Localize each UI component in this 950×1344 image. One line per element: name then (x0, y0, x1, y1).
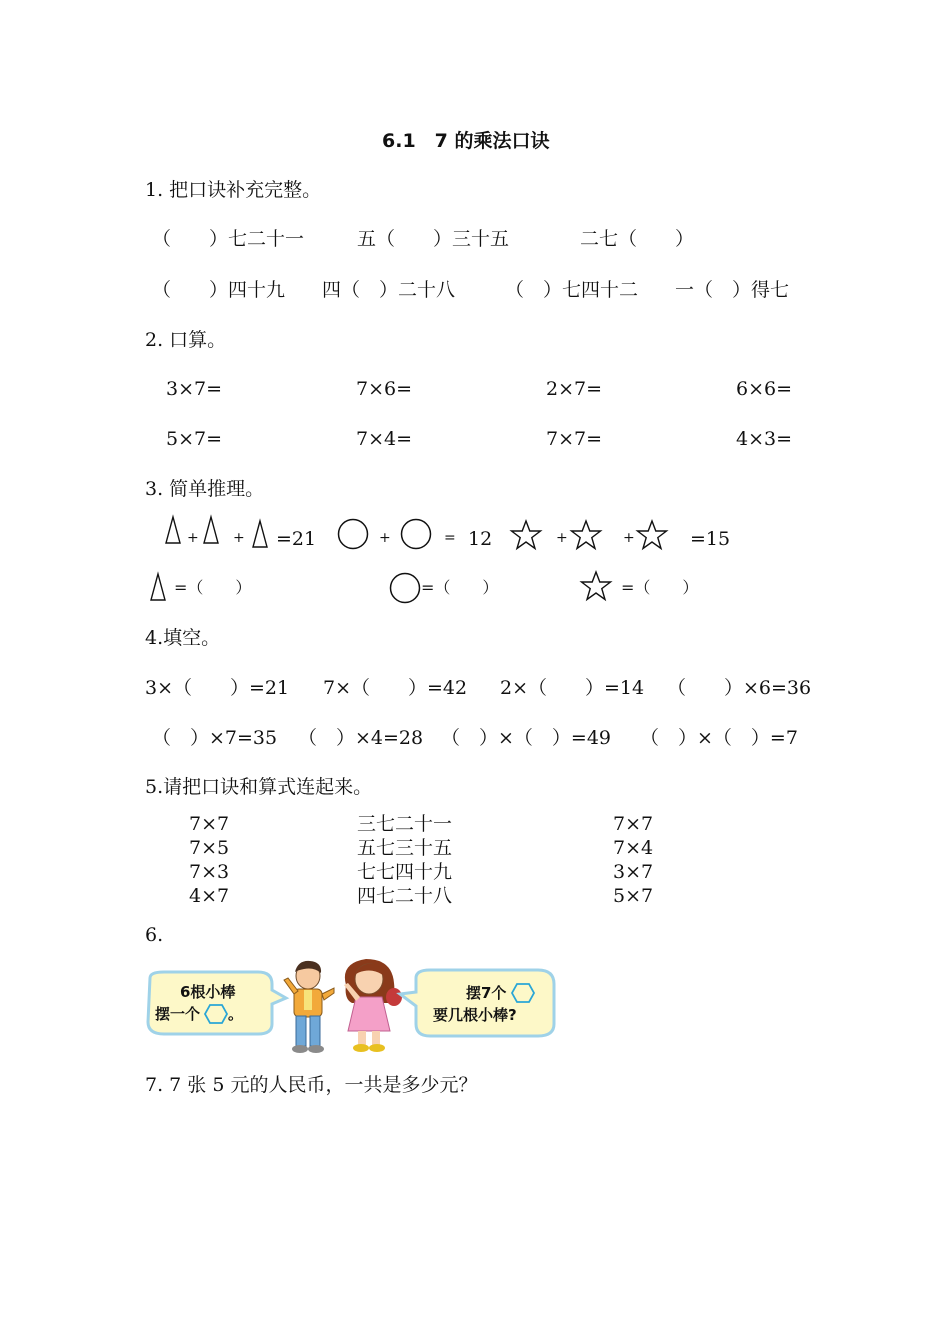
q4-item: （ ）×6=36 (667, 677, 812, 699)
bubble-left-tail: 。 (228, 1005, 244, 1023)
hexagon-icon (204, 1004, 228, 1024)
q4-item: （ ）×7=35 (152, 727, 278, 749)
q2-item: 4×3= (736, 428, 793, 450)
bubble-right-line1: 摆7个 (466, 984, 507, 1002)
plus-sign: + (379, 530, 391, 546)
page-title: 6.1 7 的乘法口诀 (382, 130, 550, 152)
q4-item: 3×（ ）=21 (145, 677, 290, 699)
q2-item: 2×7= (546, 378, 603, 400)
q2-item: 6×6= (736, 378, 793, 400)
q4-item: （ ）×4=28 (298, 727, 424, 749)
q3-eq1-result: =21 (276, 528, 317, 550)
q1-r2-item: 四（ ）二十八 (322, 279, 456, 301)
q3-eq2-result: 12 (468, 528, 493, 550)
q3-answer-star: =（ ） (621, 578, 699, 597)
speech-bubble-right (398, 968, 558, 1040)
q5-middle-item: 三七二十一 (357, 813, 453, 835)
q5-left-item: 7×7 (189, 813, 230, 835)
circle-icon (337, 518, 369, 550)
q4-item: （ ）×（ ）=49 (441, 727, 612, 749)
triangle-icon (165, 516, 181, 544)
q4-heading: 4.填空。 (145, 627, 221, 649)
q2-item: 7×6= (356, 378, 413, 400)
q3-heading: 3. 简单推理。 (145, 478, 265, 500)
hexagon-icon (511, 983, 535, 1003)
plus-sign: + (233, 530, 245, 546)
plus-sign: + (623, 530, 635, 546)
plus-sign: + (187, 530, 199, 546)
q3-eq3-result: =15 (690, 528, 731, 550)
q7-heading: 7. 7 张 5 元的人民币，一共是多少元？ (145, 1074, 478, 1096)
plus-sign: + (556, 530, 568, 546)
q4-item: （ ）×（ ）=7 (640, 727, 798, 749)
q1-r2-item: 一（ ）得七 (675, 279, 790, 301)
q1-r1-item: 五（ ）三十五 (357, 228, 510, 250)
q1-r1-item: 二七（ ） (580, 228, 695, 250)
girl-illustration (336, 955, 406, 1055)
q5-middle-item: 四七二十八 (357, 885, 453, 907)
q3-answer-circle: =（ ） (421, 578, 499, 597)
bubble-left-line1: 6根小棒 (180, 983, 236, 1001)
q5-right-item: 3×7 (613, 861, 654, 883)
circle-icon (389, 572, 421, 604)
q5-left-item: 4×7 (189, 885, 230, 907)
q5-left-item: 7×5 (189, 837, 230, 859)
q4-item: 7×（ ）=42 (323, 677, 468, 699)
triangle-icon (252, 520, 268, 548)
star-icon (510, 520, 542, 550)
q2-item: 7×4= (356, 428, 413, 450)
bubble-left-line2: 摆一个 (155, 1005, 201, 1023)
q1-r2-item: （ ）七四十二 (505, 279, 639, 301)
q1-r1-item: （ ）七二十一 (152, 228, 305, 250)
q2-item: 3×7= (166, 378, 223, 400)
q2-item: 7×7= (546, 428, 603, 450)
triangle-icon (203, 516, 219, 544)
q5-left-item: 7×3 (189, 861, 230, 883)
q2-heading: 2. 口算。 (145, 329, 227, 351)
q5-right-item: 5×7 (613, 885, 654, 907)
q1-r2-item: （ ）四十九 (152, 279, 286, 301)
bubble-right-line2: 要几根小棒? (433, 1006, 517, 1024)
star-icon (580, 571, 612, 601)
q5-right-item: 7×7 (613, 813, 654, 835)
circle-icon (400, 518, 432, 550)
equals-sign: = (444, 530, 456, 546)
q5-heading: 5.请把口诀和算式连起来。 (145, 776, 373, 798)
star-icon (570, 520, 602, 550)
q5-middle-item: 五七三十五 (357, 837, 453, 859)
q4-item: 2×（ ）=14 (500, 677, 645, 699)
star-icon (636, 520, 668, 550)
q5-right-item: 7×4 (613, 837, 654, 859)
q1-heading: 1. 把口诀补充完整。 (145, 179, 322, 201)
q3-answer-triangle: =（ ） (174, 578, 252, 597)
boy-illustration (278, 958, 338, 1056)
triangle-icon (150, 573, 166, 601)
q5-middle-item: 七七四十九 (357, 861, 453, 883)
q6-heading: 6. (145, 924, 164, 946)
q2-item: 5×7= (166, 428, 223, 450)
